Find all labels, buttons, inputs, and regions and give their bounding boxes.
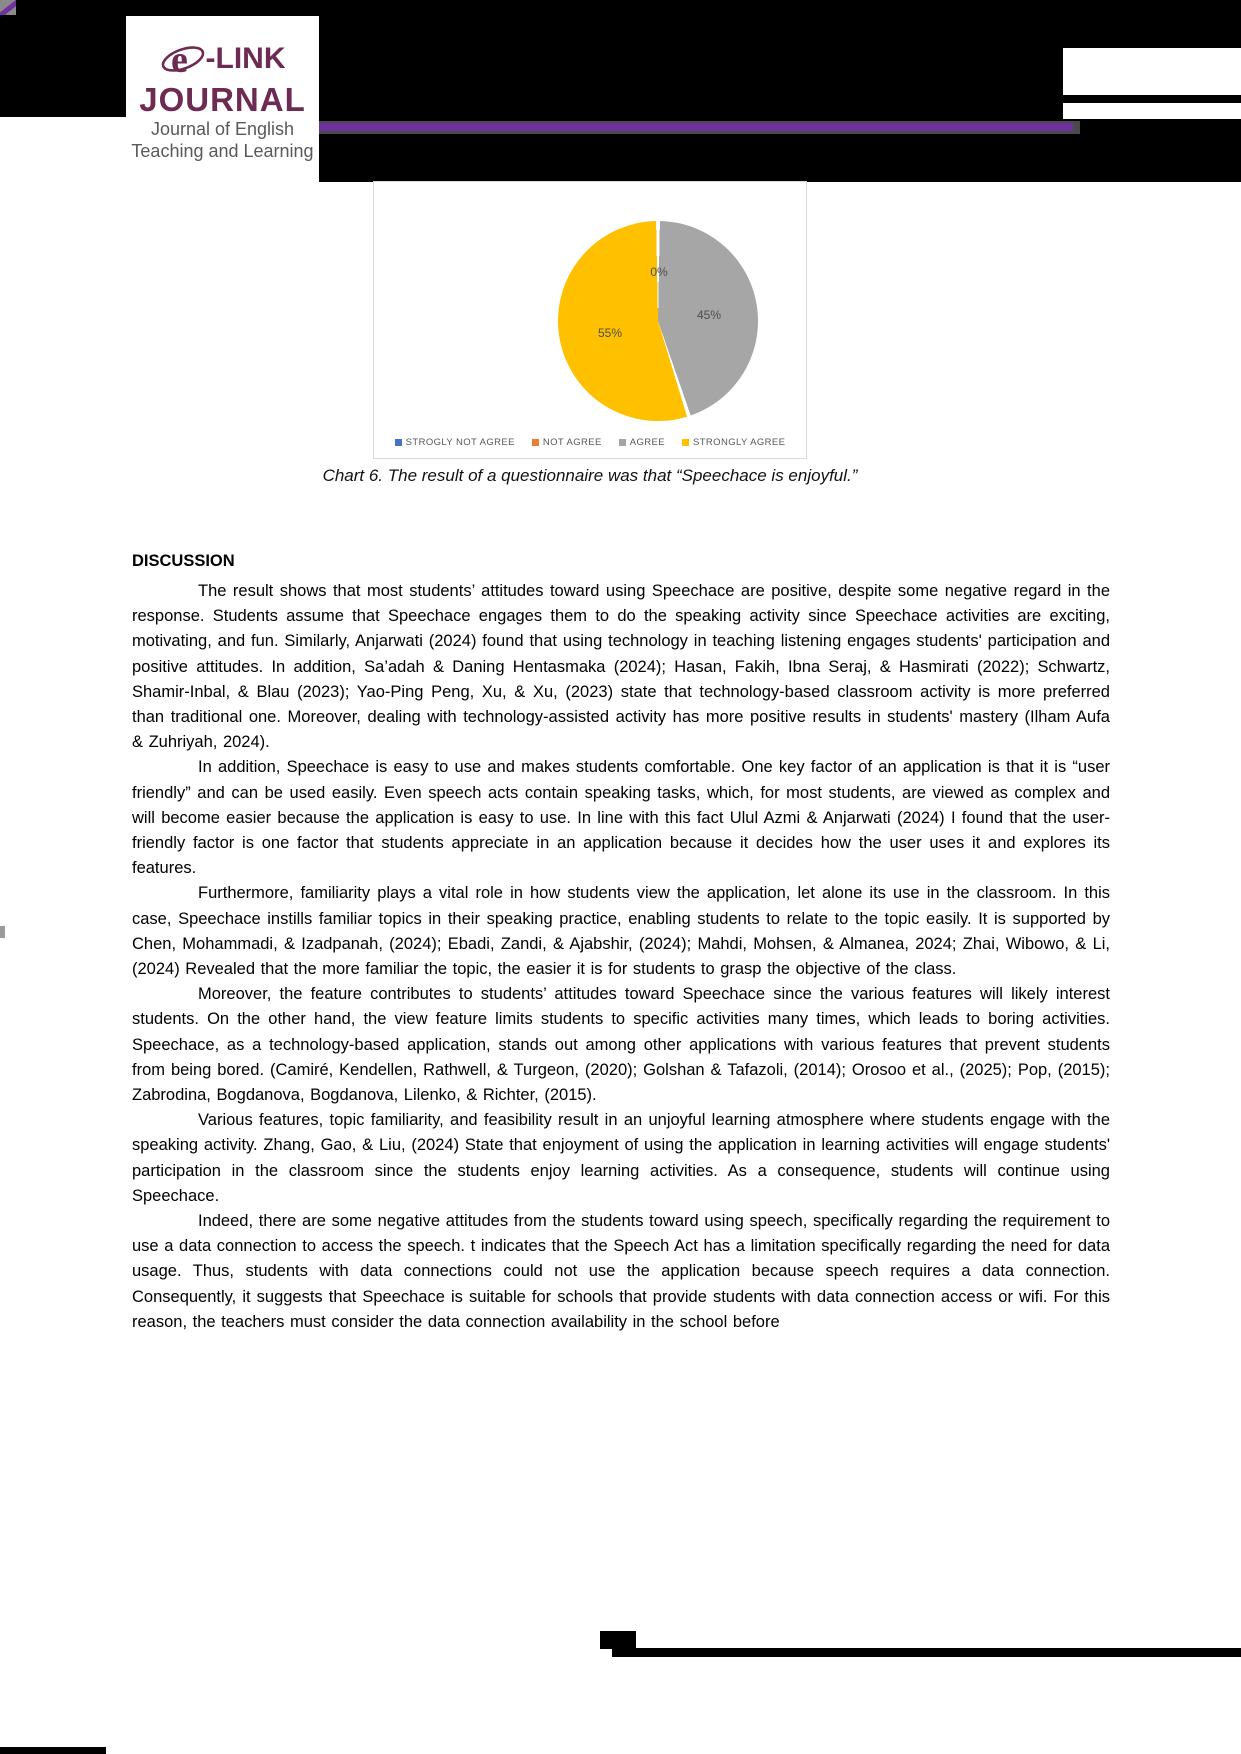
- header-white-box-bottom: [1063, 103, 1241, 119]
- paragraph: Indeed, there are some negative attitudes from the students toward using speech, specifically regarding the requirement to use a data connection to access the speech. t indicates that the Speech Act has a limitation specifically regarding the need for data usage. Thus, students with data connections could not use the application because speech requires a data connection. Consequently, it suggests that Speechace is suitable for schools that provide students with data connection access or wifi. For this reason, the teachers must consider the data connection availability in the school before: [132, 1212, 1110, 1331]
- pie-label-strongly-agree: 55%: [597, 326, 623, 340]
- pie-chart: [558, 221, 758, 421]
- logo-subtitle-1: Journal of English: [150, 119, 295, 139]
- legend-swatch: [682, 439, 689, 446]
- legend-label: NOT AGREE: [542, 437, 602, 448]
- pie-label-zero: 0%: [650, 265, 668, 279]
- header-white-box-top: [1063, 48, 1241, 95]
- legend-item: [395, 437, 515, 448]
- logo-brand-row: [160, 38, 286, 80]
- legend-item: [619, 437, 665, 448]
- legend-label: AGREE: [629, 437, 665, 448]
- svg-text:e: e: [170, 39, 188, 80]
- legend-label: STROGLY NOT AGREE: [405, 437, 515, 448]
- corner-mark: [0, 0, 16, 15]
- paragraph: Moreover, the feature contributes to students’ attitudes toward Speechace since the various features will likely interest students. On the other hand, the view feature limits students to specific activities many times, which leads to boring activities. Speechace, as a technology-based application, stands out among other applications with various features that prevent students from being bored. (Camiré, Kendellen, Rathwell, & Turgeon, (2020); Golshan & Tafazoli, (2014); Orosoo et al., (2025); Pop, (2015); Zabrodina, Bogdanova, Bogdanova, Lilenko, & Richter, (2015).: [132, 985, 1110, 1105]
- paragraph: The result shows that most students’ attitudes toward using Speechace are positive, despite some negative regard in the response. Students assume that Speechace engages them to do the speaking activity since Speechace activities are exciting, motivating, and fun. Similarly, Anjarwati (2024) found that using technology in teaching listening engages students' participation and positive attitudes. In addition, Sa’adah & Daning Hentasmaka (2024); Hasan, Fakih, Ibna Seraj, & Hasmirati (2022); Schwartz, Shamir-Inbal, & Blau (2023); Yao-Ping Peng, Xu, & Xu, (2023) state that technology-based classroom activity is more preferred than traditional one. Moreover, dealing with technology-assisted activity has more positive results in students' mastery (Ilham Aufa & Zuhriyah, 2024).: [132, 582, 1110, 752]
- left-edge-tick: [0, 926, 5, 938]
- paragraph: Various features, topic familiarity, and feasibility result in an unjoyful learning atmosphere where students engage with the speaking activity. Zhang, Gao, & Liu, (2024) State that enjoyment of using the application in learning activities will engage students' participation in the classroom since the students enjoy learning activities. As a consequence, students will continue using Speechace.: [132, 1111, 1110, 1205]
- legend-item: [682, 437, 785, 448]
- legend-swatch: [532, 439, 539, 446]
- journal-logo: [126, 16, 319, 183]
- footer-square: [600, 1631, 636, 1649]
- section-heading-discussion: DISCUSSION: [132, 552, 235, 570]
- logo-brand-text: -LINK: [205, 42, 286, 75]
- bottom-left-bar: [0, 1747, 106, 1754]
- logo-e-icon: [160, 38, 206, 80]
- chart-caption: Chart 6. The result of a questionnaire was that “Speechace is enjoyful.”: [322, 466, 858, 485]
- logo-journal-text: JOURNAL: [139, 81, 306, 118]
- logo-subtitle-2: Teaching and Learning: [131, 141, 314, 161]
- header-purple-stripe: [318, 123, 1073, 131]
- chart-container: [373, 181, 807, 459]
- legend-label: STRONGLY AGREE: [692, 437, 786, 448]
- chart-legend: [374, 437, 806, 448]
- pie-label-agree: 45%: [696, 308, 722, 322]
- paragraph: Furthermore, familiarity plays a vital role in how students view the application, let alone its use in the classroom. In this case, Speechace instills familiar topics in their speaking practice, enabling students to relate to the topic easily. It is supported by Chen, Mohammadi, & Izadpanah, (2024); Ebadi, Zandi, & Ajabshir, (2024); Mahdi, Mohsen, & Almanea, 2024; Zhai, Wibowo, & Li, (2024) Revealed that the more familiar the topic, the easier it is for students to grasp the objective of the class.: [132, 884, 1110, 979]
- paragraph: In addition, Speechace is easy to use and makes students comfortable. One key factor of an application is that it is “user friendly” and can be used easily. Even speech acts contain speaking tasks, which, for most students, are viewed as complex and will become easier because the application is easy to use. In line with this fact Ulul Azmi & Anjarwati (2024) I found that the user-friendly factor is one factor that students appreciate in an application because it decides how the user uses it and explores its features.: [132, 758, 1110, 878]
- legend-swatch: [395, 439, 402, 446]
- corner-mark-slash: [0, 0, 16, 15]
- footer-bar: [612, 1648, 1241, 1657]
- legend-swatch: [619, 439, 626, 446]
- article-body: [132, 549, 1110, 1335]
- legend-item: [532, 437, 602, 448]
